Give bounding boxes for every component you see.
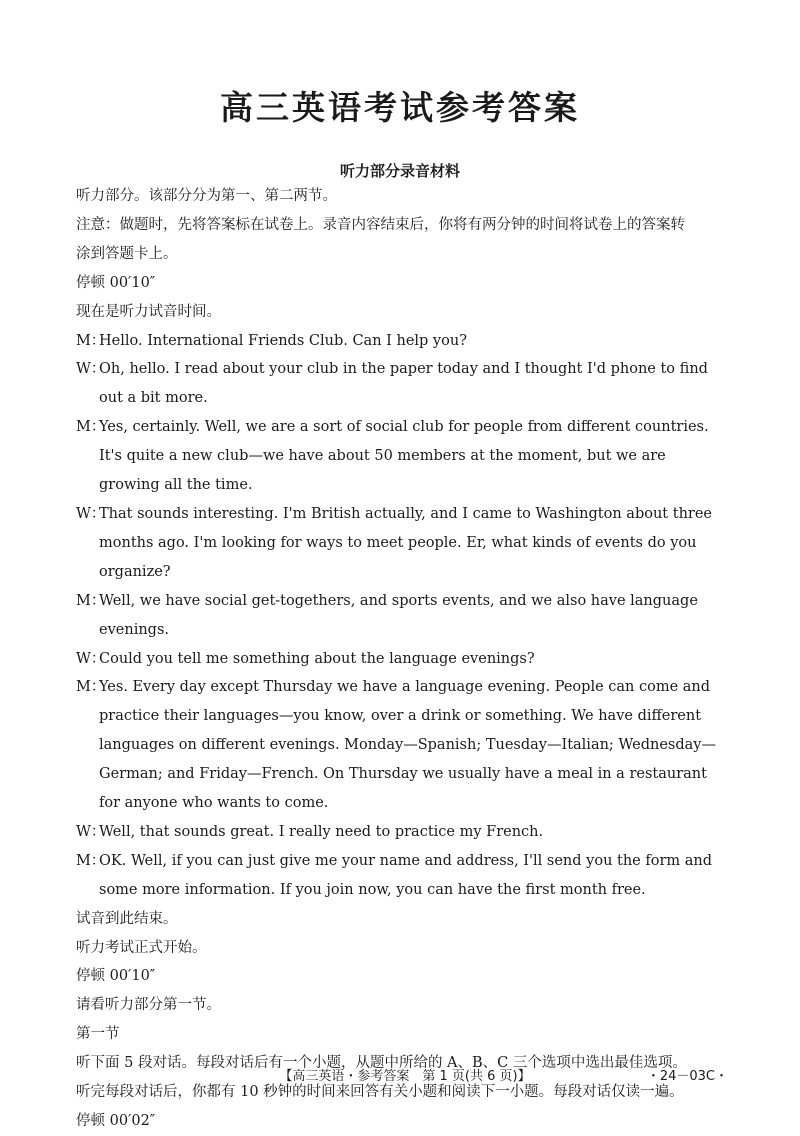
speaker-label: M： xyxy=(76,419,106,436)
speaker-label: M： xyxy=(76,679,106,696)
speaker-label: M： xyxy=(76,332,106,349)
section-heading: 第一节 xyxy=(76,1026,120,1043)
section-title: 听力部分录音材料 xyxy=(339,162,460,180)
dialogue-text: Yes, certainly. Well, we are a sort of social club for people from different countries. It's quite a new club—we have about 50 members at the moment, but we are growing all the time. xyxy=(99,419,709,494)
dialogue-line xyxy=(76,645,730,674)
paragraph-intro: 听力部分。该部分分为第一、第二两节。 xyxy=(76,188,337,204)
instruction-line1: 听下面 5 段对话。每段对话后有一个小题，从题中所给的 A、B、C 三个选项中选出最佳选项。 xyxy=(76,1055,687,1072)
speaker-label: M： xyxy=(76,592,106,609)
dialogue-text: That sounds interesting. I'm British actually, and I came to Washington about three months ago. I'm looking for ways to meet people. Er, what kinds of events do you organize? xyxy=(99,505,713,580)
paragraph-notice-line1: 注意：做题时，先将答案标在试卷上。录音内容结束后，你将有两分钟的时间将试卷上的答案转 xyxy=(76,216,685,233)
speaker-label: M： xyxy=(76,852,106,869)
dialogue-line xyxy=(76,673,730,818)
footer-code: ・24－03C・ xyxy=(646,1069,728,1084)
dialogue-line xyxy=(76,355,730,413)
paragraph-trial-end: 试音到此结束。 xyxy=(76,910,178,927)
dialogue-text: Well, we have social get-togethers, and sports events, and we also have language evenings. xyxy=(99,592,698,638)
dialogue-line xyxy=(76,587,730,645)
dialogue-line xyxy=(76,413,730,500)
dialogue-text: Hello. International Friends Club. Can I help you? xyxy=(99,332,467,349)
speaker-label: W： xyxy=(76,823,106,840)
paragraph-section-one-prompt: 请看听力部分第一节。 xyxy=(76,997,221,1014)
dialogue-text: Could you tell me something about the language evenings? xyxy=(99,650,535,667)
pause-marker: 停顿 00′10″ xyxy=(76,968,156,985)
footer-page-info: 【高三英语・参考答案 第 1 页(共 6 页)】 xyxy=(279,1069,531,1084)
dialogue-text: Oh, hello. I read about your club in the paper today and I thought I'd phone to find out a bit more. xyxy=(99,361,708,407)
instruction-line2: 听完每段对话后，你都有 10 秒钟的时间来回答有关小题和阅读下一小题。每段对话仅读一遍。 xyxy=(76,1084,684,1101)
dialogue-text: Well, that sounds great. I really need to practice my French. xyxy=(99,823,544,840)
transcript-body xyxy=(76,182,730,1136)
pause-marker: 停顿 00′02″ xyxy=(76,1113,156,1129)
dialogue-line xyxy=(76,847,730,905)
paragraph-notice-line2: 涂到答题卡上。 xyxy=(76,245,178,262)
paragraph-trial-start: 现在是听力试音时间。 xyxy=(76,303,221,320)
dialogue-line xyxy=(76,327,730,356)
speaker-label: W： xyxy=(76,361,106,378)
dialogue-line xyxy=(76,500,730,587)
speaker-label: W： xyxy=(76,505,106,522)
speaker-label: W： xyxy=(76,650,106,667)
pause-marker: 停顿 00′10″ xyxy=(76,274,156,291)
paragraph-exam-start: 听力考试正式开始。 xyxy=(76,939,207,956)
dialogue-text: OK. Well, if you can just give me your name and address, I'll send you the form and some more information. If you join now, you can have the first month free. xyxy=(99,852,713,898)
dialogue-text: Yes. Every day except Thursday we have a language evening. People can come and practice their languages—you know, over a drink or something. We have different languages on different evenings. Monday—Spanish; Tuesday—Italian; Wednesday—German; and Friday—French. On Thursday we usually have a meal in a restaurant for anyone who wants to come. xyxy=(99,679,716,812)
dialogue-line xyxy=(76,818,730,847)
page-title: 高三英语考试参考答案 xyxy=(220,88,580,127)
